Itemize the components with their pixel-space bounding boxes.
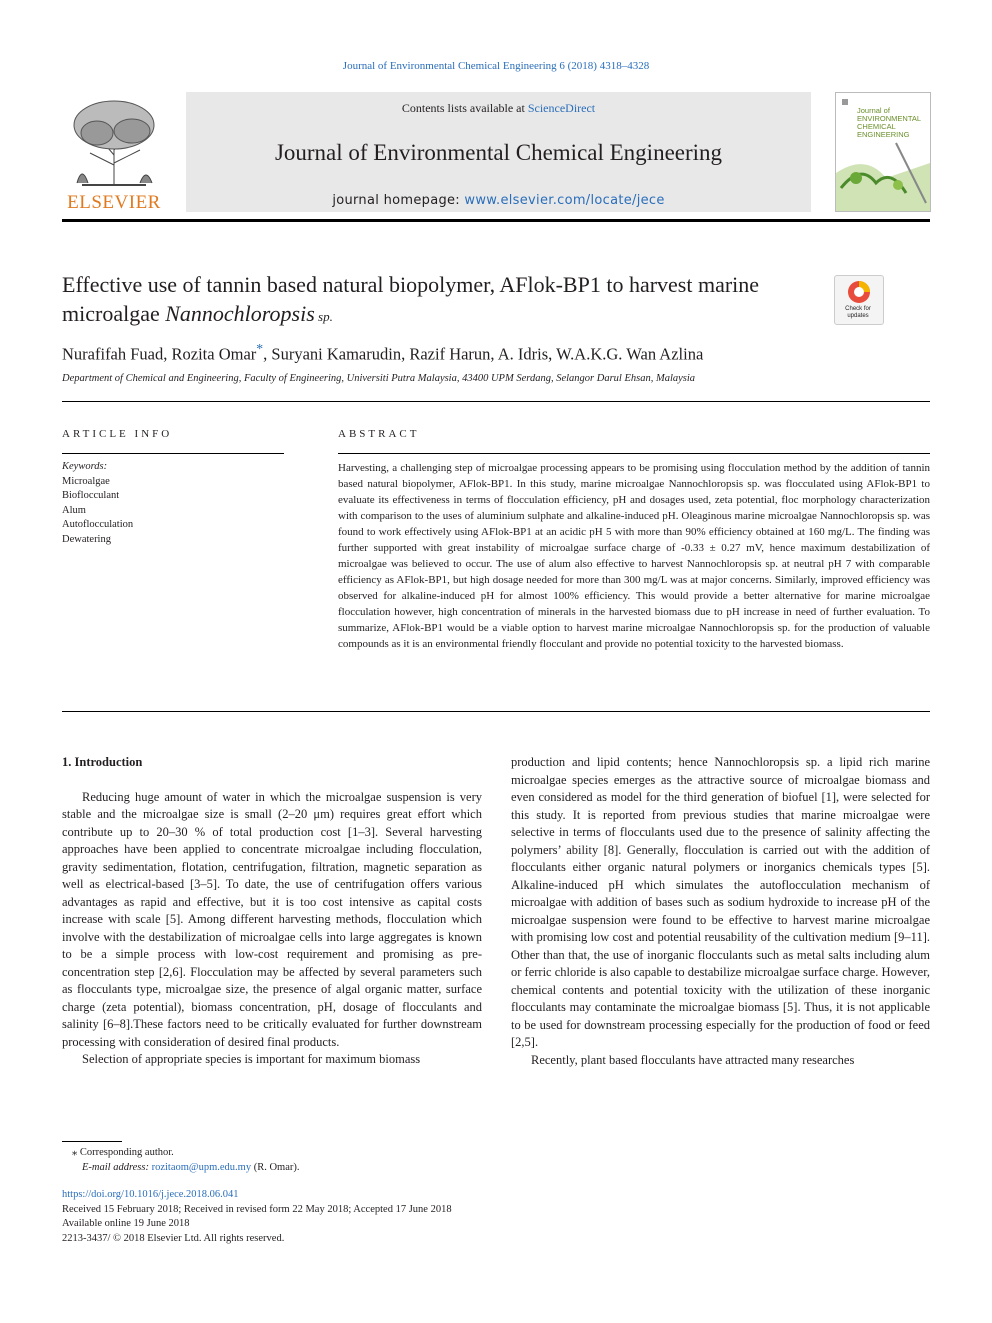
article-info-rule xyxy=(62,453,284,454)
keyword-item: Alum xyxy=(62,504,86,516)
doi-link[interactable]: https://doi.org/10.1016/j.jece.2018.06.041 xyxy=(62,1189,239,1200)
body-column-right xyxy=(511,754,930,1069)
cover-title: Journal of ENVIRONMENTAL CHEMICAL ENGINEERING xyxy=(857,106,921,139)
corresponding-author-marker[interactable]: * xyxy=(256,341,264,356)
journal-citation[interactable]: Journal of Environmental Chemical Engineering 6 (2018) 4318–4328 xyxy=(342,60,650,72)
intro-paragraph-1: Reducing huge amount of water in which the microalgae suspension is very stable and the microalgae size is small (2–20 μm) requires great effort which contribute up to 20–30 % of total production cost [1–3]. Several harvesting approaches have been applied to concentrate microalgae including flocculation, gravity sedimentation, flotation, centrifugation, filtration, magnetic separation as well as electrical-based [3–5]. To date, the use of centrifugation offers various advantages as rapid and effective, but it is too cost intensive as capital costs increase with scale [5]. Among different harvesting methods, flocculation which involve with the destabilization of microalgae cells into large aggregates is known to be a simple process with low-cost requirement and promising as pre-concentration step [2,6]. Flocculation may be affected by several parameters such as flocculants type, microalgae size, the presence of algal organic matter, surface charge (zeta potential), biomass concentration, pH, dosage of flocculants and salinity [6–8].These factors need to be critically evaluated for further downstream processing with consideration of desired final products. xyxy=(62,789,482,1049)
footnotes xyxy=(62,1146,562,1175)
footnote-rule xyxy=(62,1141,122,1142)
intro-paragraph-3: production and lipid contents; hence Nannochloropsis sp. a lipid rich marine microalgae species emerges as the attractive source of microalgae biomass and even considered as model for the third generation of biofuel [1], were selected for this study. It is reported from previous studies that marine microalgae were selective in terms of flocculants used due to the presence of salinity affecting the polymers’ ability [8]. Generally, flocculation is carried out with the addition of flocculants either organic natural polymers or inorganics chemicals types [5]. Alkaline-induced pH which simulates the autoflocculation mechanism of microalgae with addition of bases such as sodium hydroxide to increase pH of the microalgae suspension were found to be effective to harvest marine microalgae with promising low cost and potential reusability of the cultivation medium [9–11]. Other than that, the use of inorganic flocculants such as metal salts including alum or ferric chloride is also capable to destabilize microalgae surface charge. However, chemical contents and potential toxicity with the utilization of these inorganic flocculants may contaminate the microalgae biomass [5]. Thus, it is not applicable to be used for downstream processing especially for the production of food or feed [2,5]. xyxy=(511,755,930,1049)
sciencedirect-link[interactable]: ScienceDirect xyxy=(527,101,596,115)
email-line xyxy=(62,1161,562,1176)
keyword-item: Microalgae xyxy=(62,475,110,487)
email-label: E-mail address: xyxy=(82,1161,152,1173)
abstract-heading: ABSTRACT xyxy=(338,428,420,440)
abstract-end-rule xyxy=(62,711,930,712)
contents-line xyxy=(186,101,811,116)
journal-title[interactable]: Journal of Environmental Chemical Engineering xyxy=(274,140,723,165)
check-updates-label: Check for updates xyxy=(845,306,871,319)
keywords-block xyxy=(62,460,284,547)
body-column-left xyxy=(62,754,482,1069)
homepage-line xyxy=(186,193,811,208)
abstract-text: Harvesting, a challenging step of microalgae processing appears to be promising using flocculation method by the addition of tannin based natural biopolymer, AFlok-BP1. In this study, marine microalgae Nannochloropsis sp. was flocculated using AFlok-BP1 to evaluate its effectiveness in terms of flocculation efficiency, pH and dosages used, zeta potential, floc morphology characterization with comparison to the uses of aluminium sulphate and alkaline-induced pH. Oleaginous marine microalgae Nannochloropsis sp. was found to work effectively using AFlok-BP1 at an acidic pH 5 with more than 90% efficiency obtained at 160 mg/L. The finding was further supported with great instability of microalgae surface charge of -0.33 ± 0.27 mV, hence maximum destabilization of microalgae was believed to occur. The use of alum also effective to harvest Nannochloropsis sp. at neutral pH 7 with comparable efficiency as AFlok-BP1, but high dosage needed for more than 300 mg/L was at major concerns. Similarly, improved efficiency was observed for alkaline-induced pH for almost 100% efficiency. This would provide a better alternative for marine microalgae flocculation however, high concentration of minerals in the harvested biomass due to pH increase in need of further evaluation. To summarize, AFlok-BP1 would be a viable option to harvest marine microalgae Nannochloropsis sp. for the production of valuable compounds as it is an environmental friendly flocculant and provide no potential toxicity to the harvested biomass. xyxy=(338,462,930,650)
keyword-item: Bioflocculant xyxy=(62,490,120,501)
keywords-label: Keywords: xyxy=(62,461,108,472)
homepage-prefix: journal homepage: xyxy=(332,193,465,208)
affiliation-rule xyxy=(62,401,930,402)
email-link[interactable]: rozitaom@upm.edu.my xyxy=(151,1161,252,1173)
received-dates: Received 15 February 2018; Received in revised form 22 May 2018; Accepted 17 June 2018 xyxy=(62,1203,452,1215)
section-title-introduction: 1. Introduction xyxy=(62,755,143,769)
title-species: Nannochloropsis xyxy=(165,301,315,326)
copyright: 2213-3437/ © 2018 Elsevier Ltd. All rights reserved. xyxy=(62,1232,285,1244)
affiliation: Department of Chemical and Engineering, Faculty of Engineering, Universiti Putra Malaysia, 43400 UPM Serdang, Selangor Darul Ehsan, Malaysia xyxy=(62,373,696,384)
header-rule xyxy=(62,219,930,222)
contents-prefix: Contents lists available at xyxy=(401,101,528,115)
authors-rest[interactable]: , Suryani Kamarudin, Razif Harun, A. Idris, W.A.K.G. Wan Azlina xyxy=(263,344,704,364)
homepage-link[interactable]: www.elsevier.com/locate/jece xyxy=(464,193,665,208)
keyword-item: Autoflocculation xyxy=(62,519,134,530)
intro-paragraph-2: Selection of appropriate species is important for maximum biomass xyxy=(82,1052,421,1066)
elsevier-wordmark: ELSEVIER xyxy=(67,192,161,213)
title-suffix: sp. xyxy=(314,309,333,324)
publication-info xyxy=(62,1188,662,1246)
abstract-rule xyxy=(338,453,930,454)
author-list xyxy=(62,341,930,365)
title-main: Effective use of tannin based natural biopolymer, AFlok-BP1 to harvest marine microalgae xyxy=(62,272,760,326)
article-title xyxy=(62,270,822,331)
corresponding-author-note: ⁎ Corresponding author. xyxy=(72,1147,174,1158)
keyword-item: Dewatering xyxy=(62,533,111,545)
email-suffix: (R. Omar). xyxy=(251,1161,300,1173)
available-online: Available online 19 June 2018 xyxy=(62,1218,190,1229)
authors-first[interactable]: Nurafifah Fuad, Rozita Omar xyxy=(62,344,257,364)
intro-paragraph-4: Recently, plant based flocculants have attracted many researches xyxy=(531,1052,855,1067)
article-info-heading: ARTICLE INFO xyxy=(62,428,173,440)
